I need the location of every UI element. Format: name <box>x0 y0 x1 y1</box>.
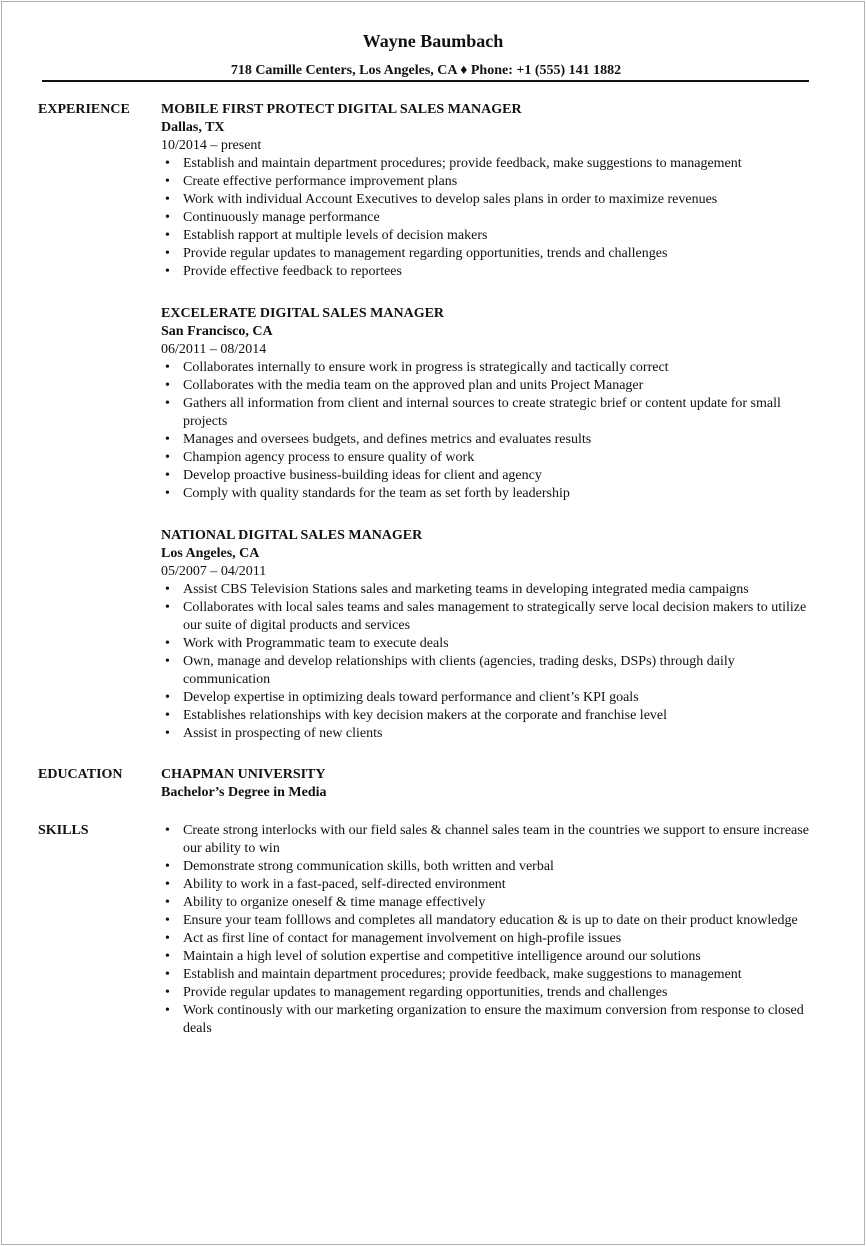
degree: Bachelor’s Degree in Media <box>161 785 327 800</box>
job-dates: 06/2011 – 08/2014 <box>161 342 267 357</box>
skill-item: • Ability to work in a fast-paced, self-directed environment <box>161 876 811 894</box>
job-title: NATIONAL DIGITAL SALES MANAGER <box>161 528 423 543</box>
skill-item: • Work continously with our marketing organization to ensure the maximum conversion from response to closed deals <box>161 1002 811 1038</box>
bullet-item: • Manages and oversees budgets, and defines metrics and evaluates results <box>161 431 811 449</box>
job-title: EXCELERATE DIGITAL SALES MANAGER <box>161 306 445 321</box>
candidate-name: Wayne Baumbach <box>362 31 504 51</box>
education-body <box>161 766 811 802</box>
job-location: Dallas, TX <box>161 120 225 135</box>
skills-label: SKILLS <box>38 823 89 838</box>
bullet-item: • Develop proactive business-building ideas for client and agency <box>161 467 811 485</box>
job-entry <box>161 305 811 503</box>
bullet-item: • Champion agency process to ensure quality of work <box>161 449 811 467</box>
experience-body <box>161 101 811 767</box>
skill-item: • Maintain a high level of solution expertise and competitive intelligence around our solutions <box>161 948 811 966</box>
bullet-item: • Collaborates internally to ensure work in progress is strategically and tactically correct <box>161 359 811 377</box>
job-dates: 10/2014 – present <box>161 138 262 153</box>
skill-item: • Provide regular updates to management regarding opportunities, trends and challenges <box>161 984 811 1002</box>
contact-line: 718 Camille Centers, Los Angeles, CA ♦ Phone: +1 (555) 141 1882 <box>230 63 622 78</box>
bullet-item: • Establish rapport at multiple levels of decision makers <box>161 227 811 245</box>
bullet-item: • Work with individual Account Executives to develop sales plans in order to maximize revenues <box>161 191 811 209</box>
job-location: Los Angeles, CA <box>161 546 260 561</box>
skills-body <box>161 822 811 1038</box>
bullet-item: • Assist in prospecting of new clients <box>161 725 811 743</box>
bullet-item: • Provide effective feedback to reportees <box>161 263 811 281</box>
bullet-item: • Collaborates with the media team on the approved plan and units Project Manager <box>161 377 811 395</box>
bullet-item: • Own, manage and develop relationships with clients (agencies, trading desks, DSPs) through daily communication <box>161 653 811 689</box>
header-divider <box>42 80 809 82</box>
skill-item: • Ability to organize oneself & time manage effectively <box>161 894 811 912</box>
bullet-item: • Continuously manage performance <box>161 209 811 227</box>
bullet-item: • Assist CBS Television Stations sales and marketing teams in developing integrated media campaigns <box>161 581 811 599</box>
bullet-item: • Provide regular updates to management regarding opportunities, trends and challenges <box>161 245 811 263</box>
bullet-item: • Develop expertise in optimizing deals toward performance and client’s KPI goals <box>161 689 811 707</box>
bullet-item: • Collaborates with local sales teams and sales management to strategically serve local decision makers to utilize our suite of digital products and services <box>161 599 811 635</box>
job-bullets <box>161 359 811 503</box>
skill-item: • Ensure your team folllows and completes all mandatory education & is up to date on their product knowledge <box>161 912 811 930</box>
skill-item: • Act as first line of contact for management involvement on high-profile issues <box>161 930 811 948</box>
bullet-item: • Work with Programmatic team to execute deals <box>161 635 811 653</box>
job-bullets <box>161 155 811 281</box>
bullet-item: • Gathers all information from client and internal sources to create strategic brief or content update for small projects <box>161 395 811 431</box>
job-location: San Francisco, CA <box>161 324 273 339</box>
skill-item: • Create strong interlocks with our field sales & channel sales team in the countries we support to ensure increase our ability to win <box>161 822 811 858</box>
skill-item: • Establish and maintain department procedures; provide feedback, make suggestions to management <box>161 966 811 984</box>
job-dates: 05/2007 – 04/2011 <box>161 564 267 579</box>
skills-list <box>161 822 811 1038</box>
skill-item: • Demonstrate strong communication skills, both written and verbal <box>161 858 811 876</box>
job-bullets <box>161 581 811 743</box>
job-entry <box>161 101 811 281</box>
school-name: CHAPMAN UNIVERSITY <box>161 767 326 782</box>
bullet-item: • Establish and maintain department procedures; provide feedback, make suggestions to management <box>161 155 811 173</box>
education-label: EDUCATION <box>38 767 123 782</box>
experience-label: EXPERIENCE <box>38 102 130 117</box>
bullet-item: • Comply with quality standards for the team as set forth by leadership <box>161 485 811 503</box>
job-title: MOBILE FIRST PROTECT DIGITAL SALES MANAGER <box>161 102 522 117</box>
job-entry <box>161 527 811 743</box>
bullet-item: • Create effective performance improvement plans <box>161 173 811 191</box>
bullet-item: • Establishes relationships with key decision makers at the corporate and franchise level <box>161 707 811 725</box>
